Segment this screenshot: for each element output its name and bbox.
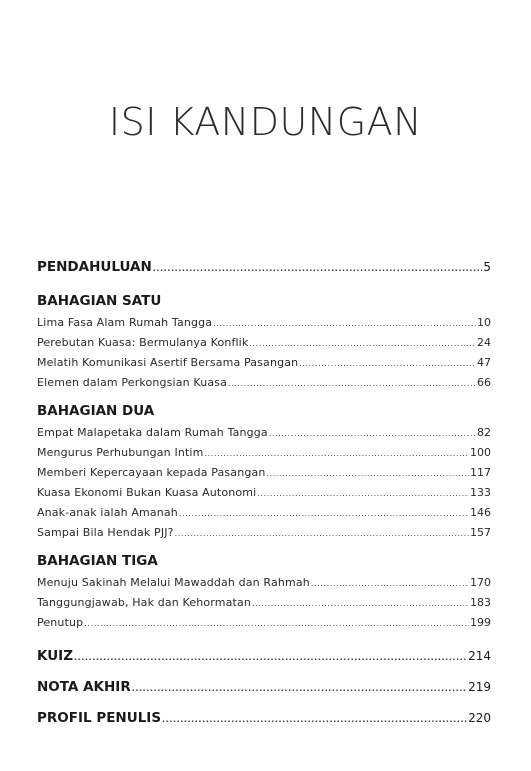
toc-entry-label: Mengurus Perhubungan Intim <box>37 446 204 459</box>
toc-entry <box>37 483 491 503</box>
dot-leader <box>205 444 469 463</box>
table-of-contents <box>37 252 491 734</box>
dot-leader <box>84 614 469 633</box>
dot-leader <box>132 673 467 703</box>
dot-leader <box>228 374 476 393</box>
toc-page-number: 220 <box>468 711 491 725</box>
toc-page-number: 133 <box>470 486 491 499</box>
toc-entry-label: KUIZ <box>37 648 73 664</box>
section-heading-tiga: BAHAGIAN TIGA <box>37 553 158 569</box>
toc-entry-label: Elemen dalam Perkongsian Kuasa <box>37 376 227 389</box>
dot-leader <box>179 504 469 523</box>
toc-page-number: 82 <box>477 426 491 439</box>
toc-entry <box>37 373 491 393</box>
toc-entry <box>37 573 491 593</box>
toc-entry-label: Melatih Komunikasi Asertif Bersama Pasangan <box>37 356 299 369</box>
toc-entry-label: Penutup <box>37 616 84 629</box>
toc-page-number: 5 <box>483 260 491 274</box>
toc-entry-label: Anak-anak ialah Amanah <box>37 506 178 519</box>
dot-leader <box>74 642 467 672</box>
toc-page-number: 170 <box>470 576 491 589</box>
toc-page-number: 24 <box>477 336 491 349</box>
toc-entry-label: PENDAHULUAN <box>37 259 152 275</box>
toc-page-number: 219 <box>468 680 491 694</box>
toc-entry-label: Tanggungjawab, Hak dan Kehormatan <box>37 596 251 609</box>
toc-entry-label: Lima Fasa Alam Rumah Tangga <box>37 316 213 329</box>
dot-leader <box>249 334 476 353</box>
toc-entry-profil-penulis <box>37 703 491 734</box>
toc-entry <box>37 503 491 523</box>
dot-leader <box>252 594 469 613</box>
toc-page-number: 146 <box>470 506 491 519</box>
dot-leader <box>299 354 476 373</box>
toc-page-number: 117 <box>470 466 491 479</box>
toc-entry <box>37 423 491 443</box>
toc-page-number: 199 <box>470 616 491 629</box>
toc-entry-kuiz <box>37 641 491 672</box>
toc-entry <box>37 333 491 353</box>
toc-entry <box>37 523 491 543</box>
toc-entry-label: Kuasa Ekonomi Bukan Kuasa Autonomi <box>37 486 257 499</box>
toc-page-number: 66 <box>477 376 491 389</box>
page-title: ISI KANDUNGAN <box>108 100 423 144</box>
section-heading-satu: BAHAGIAN SATU <box>37 293 162 309</box>
toc-entry <box>37 463 491 483</box>
dot-leader <box>175 524 469 543</box>
dot-leader <box>269 424 476 443</box>
dot-leader <box>213 314 476 333</box>
toc-page-number: 10 <box>477 316 491 329</box>
toc-page-number: 157 <box>470 526 491 539</box>
dot-leader <box>311 574 469 593</box>
toc-entry <box>37 593 491 613</box>
toc-entry-label: Memberi Kepercayaan kepada Pasangan <box>37 466 266 479</box>
toc-entry-label: Perebutan Kuasa: Bermulanya Konflik <box>37 336 249 349</box>
toc-entry-label: Sampai Bila Hendak PJJ? <box>37 526 174 539</box>
toc-page-number: 214 <box>468 649 491 663</box>
toc-entry <box>37 613 491 633</box>
toc-entry-label: Empat Malapetaka dalam Rumah Tangga <box>37 426 268 439</box>
spacer <box>37 633 491 641</box>
toc-entry-nota-akhir <box>37 672 491 703</box>
toc-page-number: 183 <box>470 596 491 609</box>
dot-leader <box>257 484 469 503</box>
dot-leader <box>266 464 469 483</box>
dot-leader <box>162 704 467 734</box>
toc-entry-label: PROFIL PENULIS <box>37 710 162 726</box>
dot-leader <box>153 253 483 283</box>
toc-entry-label: NOTA AKHIR <box>37 679 131 695</box>
toc-entry <box>37 353 491 373</box>
section-heading-dua: BAHAGIAN DUA <box>37 403 155 419</box>
toc-entry-label: Menuju Sakinah Melalui Mawaddah dan Rahmah <box>37 576 310 589</box>
toc-entry <box>37 443 491 463</box>
toc-entry-pendahuluan <box>37 252 491 283</box>
toc-page-number: 100 <box>470 446 491 459</box>
toc-entry <box>37 313 491 333</box>
toc-page-number: 47 <box>477 356 491 369</box>
